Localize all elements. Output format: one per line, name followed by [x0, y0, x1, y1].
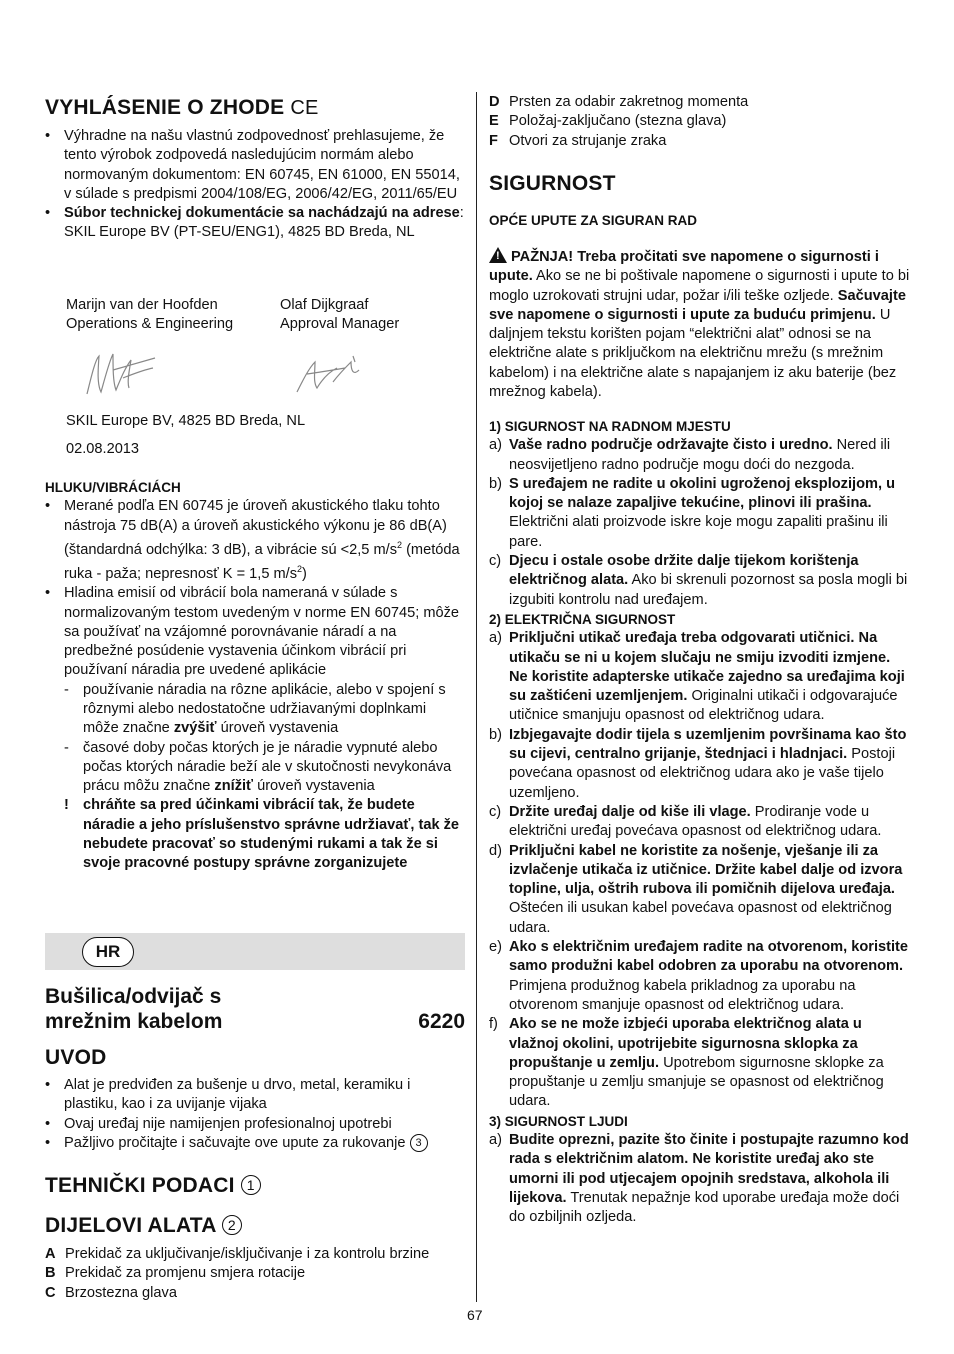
safety-item: f) Ako se ne može izbjeći uporaba električnog alata u vlažnoj okolini, upotrijebite sigurnosna sklopka za propuštanje u zemlju. Upotrebom sigurnosne sklopke za propuštanje u zemlju smanjuje se opasnost od električnog udara.	[489, 1016, 884, 1110]
warning-triangle-icon	[489, 247, 507, 263]
declaration-title: VYHLÁSENIE O ZHODE CE	[45, 96, 319, 119]
safety-item: c) Djecu i ostale osobe držite dalje tijekom korištenja električnog alata. Ako bi skrenuli pozornost sa posla mogli bi izgubiti kontrolu nad uređajem.	[489, 553, 908, 608]
noise-bullet: • Merané podľa EN 60745 je úroveň akustického tlaku tohto nástroja 75 dB(A) a úroveň akustického výkonu je 86 dB(A) (štandardná odchýlka: 3 dB), a vibrácie sú <2,5 $m/s^2$ (metóda ruka - paža; nepresnosť K = 1,5 $m/s^2$)	[45, 498, 460, 582]
part-item: A Prekidač za uključivanje/isključivanje i za kontrolu brzine	[45, 1246, 430, 1262]
noise-heading: HLUKU/VIBRÁCIÁCH	[45, 480, 181, 495]
declaration-date: 02.08.2013	[66, 441, 140, 457]
part-item: F Otvori za strujanje zraka	[489, 132, 667, 149]
column-divider	[476, 92, 477, 1302]
language-bar	[45, 933, 465, 970]
safety-item: a) Vaše radno područje održavajte čisto i uredno. Nered ili neosvijetljeno radno područje mogu doći do nezgoda.	[489, 437, 891, 473]
language-badge: HR	[82, 937, 134, 967]
noise-subitem: - používanie náradia na rôzne aplikácie, alebo v spojení s rôznymi alebo nedostatočne udržiavanými doplnkami môže značne zvýšiť úroveň vystavenia	[64, 681, 446, 737]
tech-heading: TEHNIČKI PODACI 1	[45, 1174, 465, 1198]
safety-heading: SIGURNOST	[489, 172, 616, 195]
personal-safety-heading: 3) SIGURNOST LJUDI	[489, 1113, 628, 1129]
signature-2-icon	[293, 352, 365, 396]
company-address: SKIL Europe BV, 4825 BD Breda, NL	[66, 413, 306, 429]
part-item: C Brzostezna glava	[45, 1284, 177, 1301]
safety-item: a) Budite oprezni, pazite što činite i postupajte razumno kod rada s električnim alatom. Ne koristite uređaj ako ste umorni ili pod utjecajem opojnih sredstava, alkohola ili lijekova. Trenutak nepažnje kod uporabe uređaja može doći do ozbiljnih ozljeda.	[489, 1131, 909, 1226]
safety-item: e) Ako s električnim uređajem radite na otvorenom, koristite samo produžni kabel odobren za uporabu na otvorenom. Primjena produžnog kabela prikladnog za uporabu na otvorenom smanjuje opasnost od električnog udara.	[489, 939, 909, 1013]
part-item: B Prekidač za promjenu smjera rotacije	[45, 1265, 306, 1282]
workplace-safety-heading: 1) SIGURNOST NA RADNOM MJESTU	[489, 419, 731, 434]
intro-bullet: • Ovaj uređaj nije namijenjen profesionalnoj upotrebi	[45, 1115, 392, 1132]
model-number: 6220	[418, 1010, 465, 1033]
figure-ref-icon: 1	[241, 1175, 261, 1195]
parts-heading: DIJELOVI ALATA 2	[45, 1214, 465, 1238]
page-number: 67	[467, 1307, 483, 1323]
electrical-safety-heading: 2) ELEKTRIČNA SIGURNOST	[489, 611, 676, 627]
product-title: Bušilica/odvijač s mrežnim kabelom 6220	[45, 985, 465, 1033]
ce-mark-icon: CE	[290, 97, 319, 119]
general-safety-heading: OPĆE UPUTE ZA SIGURAN RAD	[489, 213, 698, 228]
safety-item: d) Priključni kabel ne koristite za nošenje, vješanje ili za izvlačenje utikača iz utičnice. Držite kabel dalje od izvora topline, ulja, oštrih rubova ili pomičnih dijelova uređaja. Oštećen ili usukan kabel povećava opasnost od električnog udara.	[489, 842, 903, 936]
intro-bullet: • Alat je predviđen za bušenje u drvo, metal, keramiku i plastiku, kao i za uvijanje vijaka	[45, 1077, 411, 1113]
noise-bullet: • Hladina emisií od vibrácií bola nameraná v súlade s normalizovaným testom uvedeným v norme EN 60745; môže sa používať na vzájomné porovnávanie náradí a na predbežné posúdenie vystavenia účinkom vibrácií pri používaní náradia pre uvedené aplikácie	[45, 585, 460, 679]
part-item: E Položaj-zaključano (stezna glava)	[489, 113, 727, 130]
intro-heading: UVOD	[45, 1046, 107, 1069]
figure-ref-icon: 3	[410, 1134, 428, 1152]
declaration-bullet: • Výhradne na našu vlastnú zodpovednosť prehlasujeme, že tento výrobok zodpovedá nasledujúcim normám alebo normovaným dokumentom: EN 60745, EN 61000, EN 55014, v súlade s predpismi 2004/108/EG, 2006/42/EG, 2011/65/EU	[45, 128, 460, 202]
safety-item: b) Izbjegavajte dodir tijela s uzemljenim površinama kao što su cijevi, centralno grijanje, štednjaci i hladnjaci. Postoji povećana opasnost od električnog udara ako je vaše tijelo uzemljeno.	[489, 726, 907, 801]
declaration-bullet: • Súbor technickej dokumentácie sa nachádzajú na adrese: SKIL Europe BV (PT-SEU/ENG1), 4825 BD Breda, NL	[45, 205, 464, 241]
vibration-warning: ! chráňte sa pred účinkami vibrácií tak, že budete náradie a jeho príslušenstvo správne udržiavať, tak že nebudete pracovať so studenými rukami a tak že si svoje pracovné postupy správne zorganizujete	[64, 797, 460, 872]
safety-warning: !PAŽNJA! Treba pročitati sve napomene o sigurnosti i upute. Ako se ne bi poštivale napomene o sigurnosti i upute to bi moglo uzrokovati strujni udar, požar i/ili teške ozljede. Sačuvajte sve napomene o sigurnosti i upute za buduću primjenu. U daljnjem tekstu korišten pojam “električni alat” odnosi se na električne alate s priključkom na električnu mrežu (s mrežnim kabelom) i na električne alate s napajanjem iz aku baterije (bez mrežnog kabela).	[489, 247, 911, 402]
safety-item: b) S uređajem ne radite u okolini ugroženoj eksplozijom, u kojoj se nalaze zapaljive tekućine, plinovi ili prašina. Električni alati proizvode iskre koje mogu zapaliti prašinu ili pare.	[489, 475, 895, 550]
safety-item: a) Priključni utikač uređaja treba odgovarati utičnici. Na utikaču se ni u kojem slučaju ne smiju izvoditi izmjene. Ne koristite adapterske utikače zajedno sa uređajima koji su zaštićeni uzemljenjem. Originalni utikači i odgovarajuće utičnice smanjuju opasnost od električnog udara.	[489, 630, 905, 724]
signature-1-icon	[83, 348, 157, 398]
safety-item: c) Držite uređaj dalje od kiše ili vlage. Prodiranje vode u električni uređaj povećava opasnost od električnog udara.	[489, 803, 882, 840]
figure-ref-icon: 2	[222, 1215, 242, 1235]
signer-2: Olaf Dijkgraaf Approval Manager	[280, 297, 400, 333]
signer-1: Marijn van der Hoofden Operations & Engineering	[66, 297, 234, 333]
part-item: D Prsten za odabir zakretnog momenta	[489, 94, 749, 110]
intro-bullet: • Pažljivo pročitajte i sačuvajte ove upute za rukovanje 3	[45, 1134, 465, 1153]
noise-subitem: - časové doby počas ktorých je je náradie vypnuté alebo počas ktorých náradie beží ale v skutočnosti nevykonáva prácu môžu značne znížiť úroveň vystavenia	[64, 739, 452, 795]
